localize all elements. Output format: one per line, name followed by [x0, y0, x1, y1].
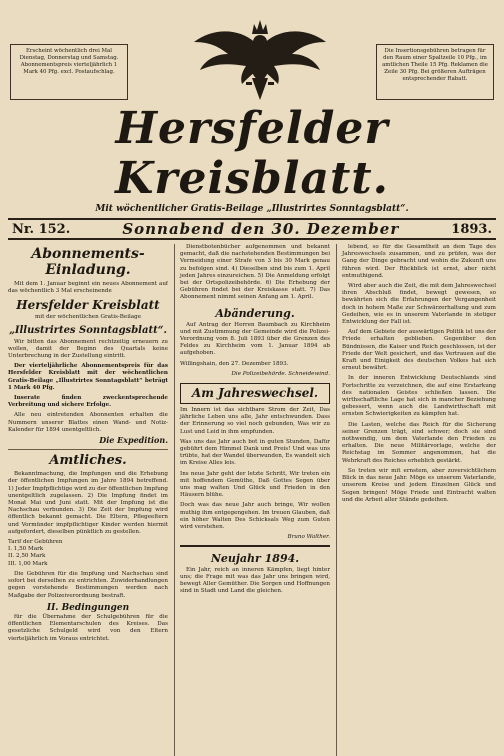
- amendment-heading: Abänderung.: [215, 306, 295, 320]
- fee-label: Tarif der Gebühren: [8, 539, 63, 546]
- subscription-intro: Mit dem 1. Januar beginnt ein neues Abonnement auf das wöchentlich 3 Mal erscheinende: [8, 281, 168, 295]
- official-more: Die Gebühren für die Impfung und Nachschau sind sofort bei derselben zu entrichten. Zuwiderhandlungen gegen vorstehende Bestimmungen werden nach Maßgabe der Polizeiverordnung bestraft.: [8, 570, 168, 599]
- new-year-1894-heading: Neujahr 1894.: [210, 551, 300, 565]
- subscription-bonus: Alle neu eintretenden Abonnenten erhalten die Nummern unserer Blattes einen Wand- und Notiz-Kalender für 1894 unentgeltlich.: [8, 412, 168, 433]
- issue-number: Nr. 152.: [12, 221, 71, 237]
- official-text: Bekanntmachung, die Impfungen und die Erhebung der öffentlichen Impfungen im Jahre 1894 betreffend. 1) Jeder Impfpflichtige wird zu der öffentlichen Impfung unentgeltlich zugelassen. 2) Die Impfung findet im Monat Mai und Juni statt. Mit der Impfung ist die Nachschau verbunden. 3) Die Zeit der Impfung wird öffentlich bekannt gemacht. Die Eltern, Pflegeeltern und Vormünder impfpflichtiger Kinder werden hiermit aufgefordert, dieselben pünktlich zu gestellen.: [8, 471, 168, 535]
- paper-name: Hersfelder Kreisblatt: [16, 298, 160, 313]
- new-year-1894-text: Ein Jahr, reich an inneren Kämpfen, liegt hinter uns; die Frage mit was das Jahr uns bringen wird, bewegt Aller Gemüther. Die Sorgen und Hoffnungen sind in Stadt und Land die gleichen.: [180, 566, 330, 595]
- poem-stanza-1: Im Innern ist das sichtbare Strom der Zeit, Das jährliche Leben uns alle, Jahr entschwunden. Dass der Erinnerung so viel noch gebunden, Was wir zu Lust und Leid in ihm empfunden.: [180, 407, 330, 435]
- poem-stanza-4: Doch was das neue Jahr auch bringe, Wir wollen muthig ihm entgegengehen. Im treuen Glauben, daß ein höher Walten Des Schicksals Weg zum Guten wird verstehen.: [180, 502, 330, 531]
- right-paragraph-1: lebend, so für die Gesamtheit an dem Tage des Jahreswechsels zusammen, und zu prüfen, was der Gang der Dinge gebracht und wohin die Zukunft uns führen wird. Der Rückblick ist ernst, aber nicht entmuthigend.: [342, 244, 496, 279]
- supplement-name: „Illustrirtes Sonntagsblatt“.: [9, 324, 167, 336]
- subscription-body: Wir bitten das Abonnement rechtzeitig erneuern zu wollen, damit der Beginn des Quartals keine Unterbrechung in der Zustellung eintritt.: [8, 338, 168, 360]
- eagle-emblem-icon: [190, 8, 330, 108]
- fee-2: 2,50 Mark: [15, 553, 46, 560]
- subscription-info-box: Erscheint wöchentlich drei Mal Dienstag, Donnerstag und Samstag. Abonnementspreis vierteljährlich 1 Mark 40 Pfg. excl. Postaufschlag.: [10, 44, 128, 100]
- column-left: [8, 244, 168, 756]
- column-middle: [174, 244, 330, 756]
- fee-3: 1,00 Mark: [18, 560, 48, 567]
- new-year-poem-heading: Am Jahreswechsel.: [180, 383, 330, 404]
- advertising-rates-box: Die Insertionsgebühren betragen für den Raum einer Spaltzeile 10 Pfg., im amtlichen Theile 15 Pfg. Reklamen die Zeile 30 Pfg. Bei größeren Aufträgen entsprechender Rabatt.: [376, 44, 494, 100]
- expedition-signature: Die Expedition.: [99, 435, 168, 446]
- conditions-heading: II. Bedingungen: [46, 602, 130, 613]
- amendment-text: Auf Antrag der Herren Baumbach zu Kirchheim und mit Zustimmung der Gemeinde wird die Polizei-Verordnung vom 8. Juli 1893 über die Grenzen des Feldes zu Kirchheim vom 1. Januar 1894 ab aufgehoben.: [180, 321, 330, 357]
- right-paragraph-4: In der inneren Entwicklung Deutschlands sind Fortschritte zu verzeichnen, die auf eine Erstarkung des nationalen Geistes schließen lassen. Die wirthschaftliche Lage hat sich in mancher Beziehung gebessert, wenn auch die Landwirthschaft mit ernsten Schwierigkeiten zu kämpfen hat.: [342, 375, 496, 418]
- subscription-heading: Abonnements-Einladung.: [31, 246, 145, 278]
- poem-stanza-3: Ins neue Jahr geht der letzte Schritt, Wir treten ein mit hoffendem Gemüthe, Daß Gottes Segen über uns mag walten Und Glück und Frieden in den Häusern blühe.: [180, 470, 330, 499]
- new-year-poem: [180, 407, 330, 531]
- right-paragraph-6: So treten wir mit ernstem, aber zuversichtlichem Blick in das neue Jahr. Möge es unserem Vaterlande, unserem Kreise und jedem Einzelnen Glück und Segen bringen! Möge Friede und Eintracht walten und die Arbeit aller Stände gedeihen.: [342, 467, 496, 503]
- fee-table: Tarif der Gebühren I. 1,50 Mark II. 2,50 Mark III. 1,00 Mark: [8, 539, 63, 567]
- inserate-note: Inserate finden zweckentsprechende Verbreitung und sichere Erfolge.: [8, 395, 168, 409]
- poem-author: Bruno Walther.: [287, 534, 330, 541]
- supplement-intro: mit der wöchentlichen Gratis-Beilage: [34, 314, 142, 321]
- column-right: [336, 244, 496, 756]
- section-divider: [180, 545, 330, 547]
- official-heading: Amtliches.: [8, 449, 168, 468]
- article-columns: [8, 244, 496, 756]
- amendment-signature: Die Polizeibehörde. Schneidewind.: [231, 370, 330, 377]
- conditions-text: für die Übernahme der Schulgebühren für die öffentlichen Elementarschulen des Kreises. Das gesetzliche Schulgeld wird von den Eltern vierteljährlich im Voraus entrichtet.: [8, 613, 168, 642]
- fee-1: 1,50 Mark: [13, 546, 44, 553]
- newspaper-title: Hersfelder Kreisblatt.: [115, 103, 389, 204]
- right-paragraph-5: Die Lasten, welche das Reich für die Sicherung seiner Grenzen trägt, sind schwer; doch sie sind nothwendig, um dem Vaterlande den Frieden zu erhalten. Die neue Militärvorlage, welche der Reichstag im Sommer angenommen, hat die Wehrkraft des Reiches erheblich gestärkt.: [342, 421, 496, 464]
- issue-year: 1893.: [451, 221, 492, 237]
- middle-top-text: Dienstbotenbücher aufgenommen und bekannt gemacht, daß die nachstehenden Bestimmungen bei Vermeidung einer Strafe von 3 bis 30 Mark genau zu befolgen sind. 4) Dieselben sind bis zum 1. April jeden Jahres einzureichen. 5) Die Anmeldung erfolgt bei der Ortspolizeibehörde. 6) Die Erhebung der Gebühren findet bei der Kreiskasse statt. 7) Das Abonnement nimmt seinen Anfang am 1. April.: [180, 244, 330, 301]
- right-paragraph-3: Auf dem Gebiete der auswärtigen Politik ist uns der Friede erhalten geblieben. Gegenüber den Bündnissen, die Kaiser und Reich geschlossen, ist der Friede der Welt gesichert, und das Vertrauen auf die Kraft und Einigkeit des deutschen Volkes hat sich erneut bewährt.: [342, 329, 496, 372]
- subscription-price: Der vierteljährliche Abonnementspreis für das Hersfelder Kreisblatt mit der wöchentlichen Gratis-Beilage „Illustrirtes Sonntagsblatt“ beträgt 1 Mark 40 Pfg.: [8, 363, 168, 391]
- amendment-place: Willingshain, den 27. Dezember 1893.: [180, 360, 289, 367]
- masthead: [8, 6, 496, 106]
- newspaper-subtitle: Mit wöchentlicher Gratis-Beilage „Illustrirtes Sonntagsblatt“.: [95, 204, 409, 214]
- poem-stanza-2: Was uns das Jahr auch bot in guten Stunden, Dafür gebührt dem Himmel Dank und Preis! Und was uns trübte, hat der Wandel überwunden, Es wandelt sich im Kreise Alles leis.: [180, 438, 330, 467]
- right-paragraph-2: Wird aber auch die Zeit, die mit dem Jahreswechsel ihren Abschluß findet, bewegt gewesen, so bewährten sich die Erfahrungen der Vergangenheit doch in hohem Maße zur Schwärzerhaltung und zum Gedeihen, wie es in unserem Vaterlande in stetiger Entwicklung der Fall ist.: [342, 283, 496, 326]
- issue-date: Sonnabend den 30. Dezember: [122, 220, 400, 238]
- dateline: [8, 218, 496, 240]
